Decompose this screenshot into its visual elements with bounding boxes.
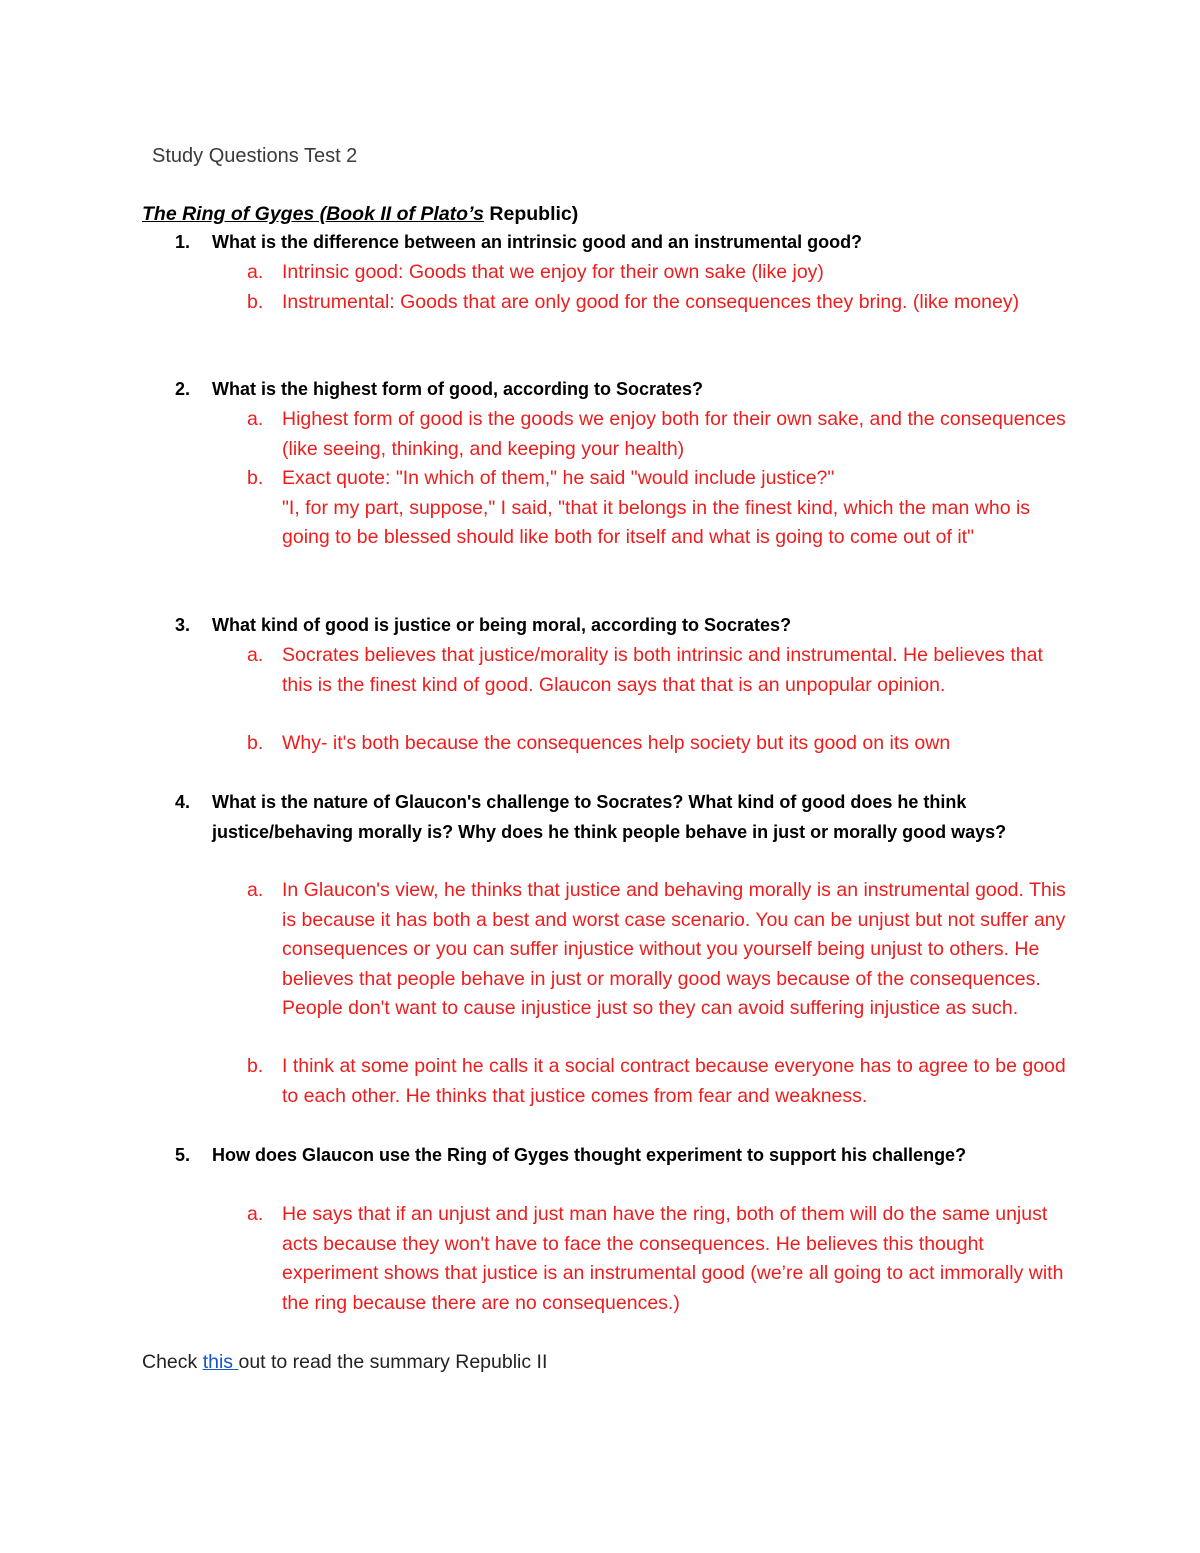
answer-text: Why- it's both because the consequences help society but its good on its own — [282, 732, 951, 754]
document-title: Study Questions Test 2 — [152, 145, 358, 167]
answer-text: Instrumental: Goods that are only good for the consequences they bring. (like money) — [282, 291, 1020, 313]
answer-text: He says that if an unjust and just man have the ring, both of them will do the same unjust acts because they won't have to face the consequences. He believes this thought experiment shows that justice is an instrumental good (we’re all going to act immorally with the ring because there are no consequences.) — [282, 1203, 1064, 1314]
answer-text — [282, 464, 1072, 553]
answer-text: Highest form of good is the goods we enjoy both for their own sake, and the consequences (like seeing, thinking, and keeping your health) — [282, 408, 1066, 460]
footer-prefix: Check — [142, 1351, 203, 1373]
answer-letter: b. — [247, 732, 264, 754]
question-number: 5. — [175, 1145, 191, 1165]
answer-text: Intrinsic good: Goods that we enjoy for their own sake (like joy) — [282, 261, 824, 283]
answer-text-line-1: Exact quote: "In which of them," he said "would include justice?" — [282, 467, 835, 489]
section-heading-italic: The Ring of Gyges (Book II of Plato’s — [142, 203, 485, 225]
question-text: What is the difference between an intrinsic good and an instrumental good? — [212, 232, 863, 252]
question-number: 2. — [175, 379, 191, 399]
answer-letter: b. — [247, 1055, 264, 1077]
section-heading-rest: Republic) — [484, 203, 579, 225]
answer-text: Socrates believes that justice/morality is both intrinsic and instrumental. He believes that this is the finest kind of good. Glaucon says that that is an unpopular opinion. — [282, 644, 1043, 696]
answer-letter: b. — [247, 291, 264, 313]
answer-text-line-2: "I, for my part, suppose," I said, "that it belongs in the finest kind, which the man who is going to be blessed should like both for itself and what is going to come out of it" — [282, 496, 1031, 549]
answer-letter: b. — [247, 467, 264, 489]
summary-footer — [142, 1348, 547, 1378]
answer-text: I think at some point he calls it a social contract because everyone has to agree to be good to each other. He thinks that justice comes from fear and weakness. — [282, 1055, 1066, 1107]
answer-letter: a. — [247, 644, 264, 666]
answer-letter: a. — [247, 879, 264, 901]
section-heading — [142, 201, 578, 227]
question-number: 1. — [175, 232, 191, 252]
question-text: What is the nature of Glaucon's challenge to Socrates? What kind of good does he think justice/behaving morally is? Why does he think people behave in just or morally good ways? — [212, 792, 1007, 842]
question-number: 4. — [175, 792, 191, 812]
question-text: What kind of good is justice or being moral, according to Socrates? — [212, 615, 792, 635]
question-text: What is the highest form of good, according to Socrates? — [212, 379, 704, 399]
footer-suffix: out to read the summary Republic II — [238, 1351, 548, 1373]
answer-letter: a. — [247, 1203, 264, 1225]
question-text: How does Glaucon use the Ring of Gyges thought experiment to support his challenge? — [212, 1145, 967, 1165]
summary-link[interactable]: this — [202, 1351, 239, 1373]
answer-letter: a. — [247, 408, 264, 430]
answer-text: In Glaucon's view, he thinks that justice and behaving morally is an instrumental good. This is because it has both a best and worst case scenario. You can be unjust but not suffer any consequences or you can suffer injustice without you yourself being unjust to others. He believes that people behave in just or morally good ways because of the consequences. People don't want to cause injustice just so they can avoid suffering injustice as such. — [282, 879, 1066, 1020]
question-number: 3. — [175, 615, 191, 635]
answer-letter: a. — [247, 261, 264, 283]
